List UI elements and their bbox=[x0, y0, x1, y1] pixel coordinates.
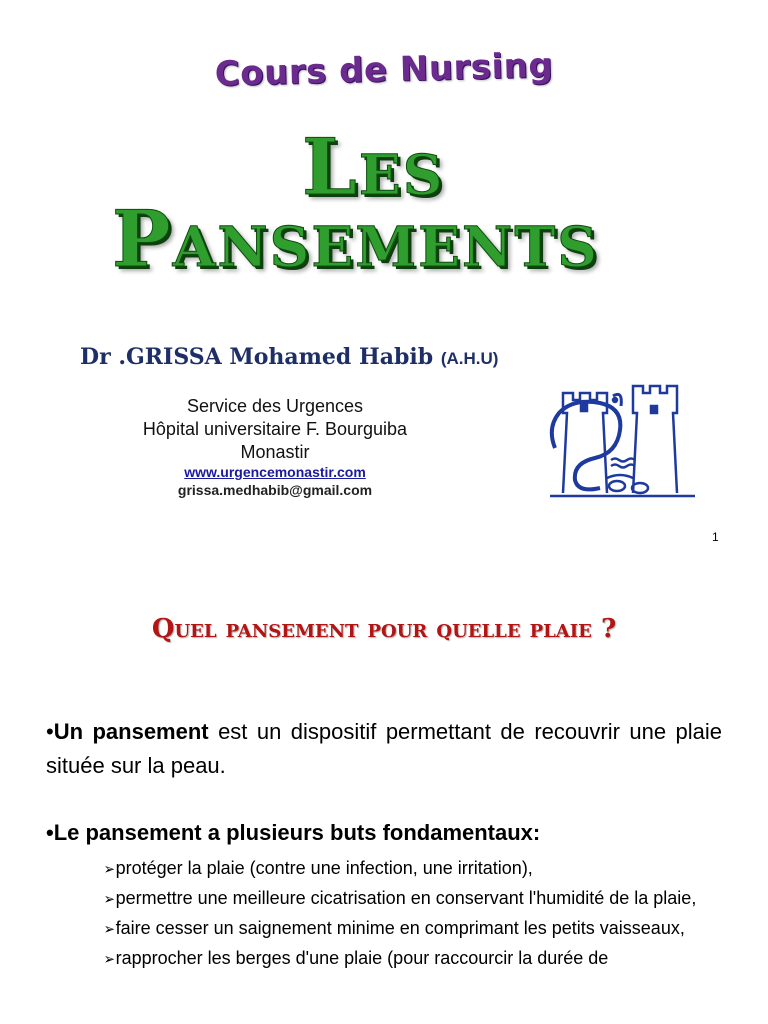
author-name: Dr .GRISSA Mohamed Habib bbox=[80, 344, 434, 370]
list-item-text: rapprocher les berges d'une plaie (pour raccourcir la durée de bbox=[115, 948, 609, 968]
list-item bbox=[103, 886, 722, 912]
list-item-text: protéger la plaie (contre une infection, une irritation), bbox=[115, 858, 533, 878]
author-suffix: (A.H.U) bbox=[440, 349, 499, 368]
website-link[interactable]: www.urgencemonastir.com bbox=[184, 464, 366, 480]
arrow-right-icon: ➢ bbox=[103, 921, 115, 938]
goals-heading-text: Le pansement a plusieurs buts fondamentaux: bbox=[53, 820, 541, 845]
list-item bbox=[103, 946, 722, 972]
course-title: Cours de Nursing bbox=[214, 45, 554, 95]
main-title-line-2: Pansements bbox=[112, 194, 599, 285]
logo-graphic bbox=[545, 368, 700, 503]
email-address: grissa.medhabib@gmail.com bbox=[177, 482, 373, 498]
section-heading: Quel pansement pour quelle plaie ? bbox=[151, 614, 617, 644]
main-title-line-1: Les bbox=[302, 122, 445, 213]
definition-text: est un dispositif permettant de recouvrir une plaie située sur la peau. bbox=[46, 719, 722, 778]
hospital-name: Hôpital universitaire F. Bourguiba bbox=[142, 419, 408, 439]
list-item-text: faire cesser un saignement minime en comprimant les petits vaisseaux, bbox=[115, 918, 685, 938]
list-item-text: permettre une meilleure cicatrisation en conservant l'humidité de la plaie, bbox=[115, 888, 697, 908]
service-name: Service des Urgences bbox=[186, 396, 364, 416]
castle-serpent-logo bbox=[545, 368, 700, 503]
list-item bbox=[103, 856, 722, 882]
goals-heading: •Le pansement a plusieurs buts fondamentaux: bbox=[46, 820, 541, 845]
author-line bbox=[80, 344, 498, 370]
arrow-right-icon: ➢ bbox=[103, 951, 115, 968]
goals-list bbox=[103, 856, 722, 976]
definition-term: Un pansement bbox=[53, 719, 209, 744]
list-item bbox=[103, 916, 722, 942]
arrow-right-icon: ➢ bbox=[103, 861, 115, 878]
definition-paragraph: •Un pansement est un dispositif permettant de recouvrir une plaie située sur la peau. bbox=[46, 719, 722, 778]
arrow-right-icon: ➢ bbox=[103, 891, 115, 908]
city-name: Monastir bbox=[240, 442, 310, 462]
page-number: 1 bbox=[712, 530, 719, 544]
